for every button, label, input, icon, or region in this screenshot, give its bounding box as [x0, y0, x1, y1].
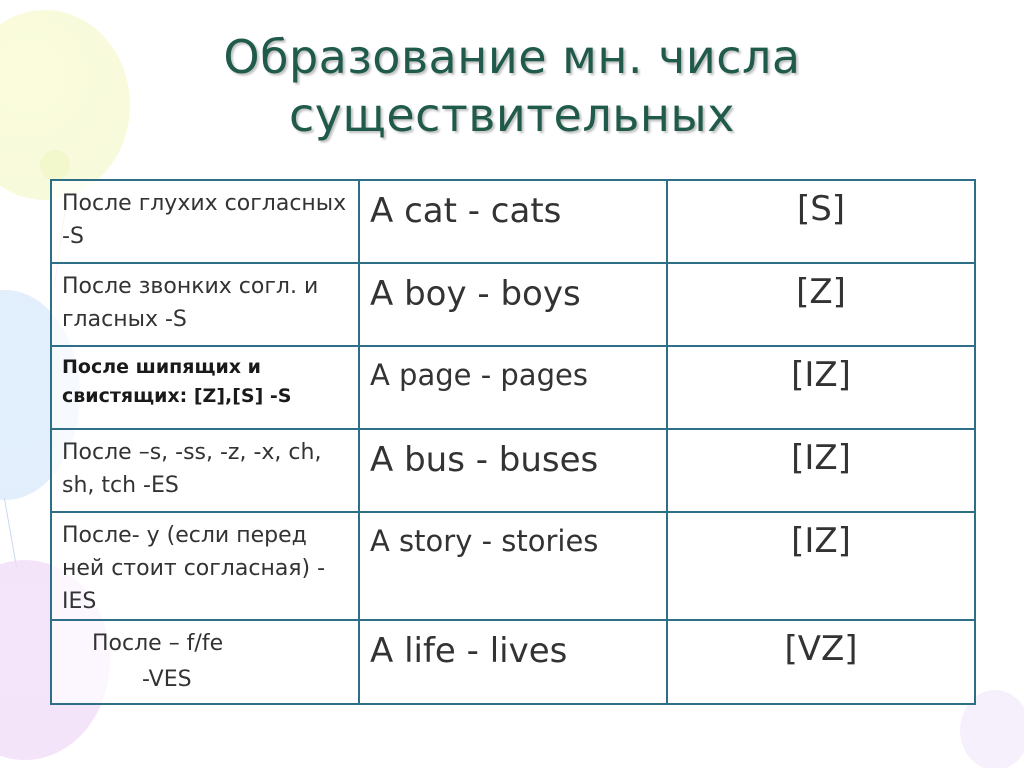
- title-line-2: существительных: [289, 88, 735, 142]
- table-row: [51, 429, 975, 512]
- example-cell: [359, 346, 667, 429]
- rule-cell: [51, 180, 359, 263]
- sound-cell: [667, 429, 975, 512]
- sound-cell: [667, 346, 975, 429]
- sound-text: [IZ]: [791, 438, 851, 478]
- rule-cell: [51, 263, 359, 346]
- example-cell: [359, 429, 667, 512]
- rule-cell: [51, 429, 359, 512]
- title-line-1: Образование мн. числа: [223, 30, 801, 84]
- sound-cell: [667, 263, 975, 346]
- example-cell: [359, 180, 667, 263]
- example-text: A story - stories: [370, 524, 599, 558]
- example-cell: [359, 512, 667, 620]
- table-row: [51, 263, 975, 346]
- sound-cell: [667, 620, 975, 704]
- slide-title: [0, 28, 1024, 144]
- sound-text: [VZ]: [784, 629, 858, 669]
- rule-cell: [51, 346, 359, 429]
- table-row: [51, 620, 975, 704]
- example-text: A life - lives: [370, 631, 568, 671]
- rule-text: После –s, -ss, -z, -x, ch, sh, tch -ES: [62, 440, 322, 498]
- sound-text: [IZ]: [791, 521, 851, 561]
- plural-rules-table: [50, 179, 976, 705]
- example-cell: [359, 620, 667, 704]
- sound-text: [IZ]: [791, 355, 851, 395]
- example-text: A page - pages: [370, 358, 588, 392]
- sound-cell: [667, 512, 975, 620]
- sound-cell: [667, 180, 975, 263]
- balloon-decoration: [40, 150, 70, 180]
- example-text: A bus - buses: [370, 440, 599, 480]
- example-text: A boy - boys: [370, 274, 581, 314]
- rule-text: После звонких согл. и гласных -S: [62, 274, 319, 332]
- example-cell: [359, 263, 667, 346]
- sound-text: [Z]: [796, 272, 846, 312]
- rule-text: После – f/fe: [92, 631, 224, 656]
- table-row: [51, 346, 975, 429]
- rule-cell: [51, 512, 359, 620]
- rule-suffix-text: -VES: [142, 667, 192, 692]
- table-row: [51, 180, 975, 263]
- rule-cell: [51, 620, 359, 704]
- rule-text: После шипящих и свистящих: [Z],[S] -S: [62, 356, 292, 407]
- example-text: A cat - cats: [370, 191, 562, 231]
- balloon-string: [4, 498, 17, 567]
- sound-text: [S]: [796, 189, 846, 229]
- table-row: [51, 512, 975, 620]
- rule-text: После- y (если перед ней стоит согласная) -IES: [62, 523, 326, 614]
- rule-text: После глухих согласных -S: [62, 191, 347, 249]
